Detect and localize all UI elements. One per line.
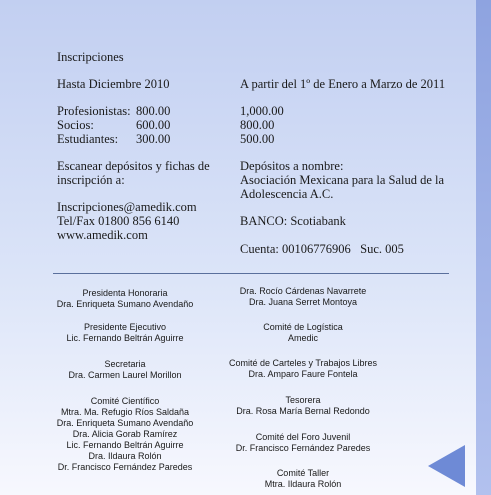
committee-title: Tesorera [285, 395, 321, 405]
committee-member: Dra. Enriqueta Sumano Avendaño [56, 299, 194, 309]
committee-title: Presidente Ejecutivo [83, 322, 167, 332]
previous-page-arrow-icon[interactable] [428, 445, 465, 487]
committee-block [203, 358, 403, 380]
committee-block [203, 286, 403, 308]
committee-member: Dra. Ildaura Rolón [88, 451, 162, 461]
committee-block [25, 322, 225, 344]
bank-account: Cuenta: 00106776906 Suc. 005 [240, 242, 404, 256]
fee-price-period-2: 800.00 [240, 118, 275, 132]
committee-title: Secretaria [104, 359, 146, 369]
scan-instruction-line-2: inscripción a: [57, 173, 125, 187]
committee-member: Lic. Fernando Beltrán Aguirre [66, 333, 184, 343]
fee-price-period-1: 800.00 [136, 104, 171, 118]
bank-name: BANCO: Scotiabank [240, 214, 346, 228]
committee-member: Amedic [287, 333, 318, 343]
section-title: Inscripciones [57, 50, 124, 64]
deposits-label: Depósitos a nombre: [240, 159, 344, 173]
committee-block [25, 288, 225, 310]
committee-member: Mtra. Ildaura Rolón [264, 479, 342, 489]
committee-title: Comité Taller [276, 468, 330, 478]
committee-member: Dra. Enriqueta Sumano Avendaño [56, 418, 194, 428]
fee-price-period-1: 600.00 [136, 118, 171, 132]
committee-member: Dra. Carmen Laurel Morillon [68, 370, 182, 380]
committee-title: Presidenta Honoraria [82, 288, 168, 298]
committee-member: Mtra. Ma. Refugio Ríos Saldaña [60, 407, 190, 417]
committee-title: Comité Científico [90, 396, 160, 406]
committee-member: Dra. Alicia Gorab Ramírez [72, 429, 178, 439]
email-link[interactable]: Inscripciones@amedik.com [57, 200, 197, 214]
committee-title: Comité de Logística [263, 322, 343, 332]
committee-block [203, 395, 403, 417]
committee-block [203, 468, 403, 490]
fee-price-period-1: 300.00 [136, 132, 171, 146]
committee-member: Dra. Rocío Cárdenas Navarrete [239, 286, 367, 296]
committee-member: Dr. Francisco Fernández Paredes [235, 443, 371, 453]
period-1-heading: Hasta Diciembre 2010 [57, 77, 170, 91]
committee-block [25, 359, 225, 381]
section-divider [53, 273, 449, 274]
committee-title: Comité de Carteles y Trabajos Libres [228, 358, 378, 368]
organization-name-line-2: Adolescencia A.C. [240, 187, 334, 201]
committee-member: Dra. Amparo Faure Fontela [248, 369, 358, 379]
committee-member: Dr. Francisco Fernández Paredes [57, 462, 193, 472]
website-link[interactable]: www.amedik.com [57, 228, 148, 242]
committee-member: Dra. Juana Serret Montoya [248, 297, 358, 307]
committee-block [203, 432, 403, 454]
committee-block [25, 396, 225, 473]
fee-label: Profesionistas: [57, 104, 131, 118]
right-edge-strip [476, 0, 491, 495]
fee-label: Estudiantes: [57, 132, 119, 146]
committee-member: Lic. Fernando Beltrán Aguirre [66, 440, 184, 450]
committee-block [203, 322, 403, 344]
scan-instruction-line-1: Escanear depósitos y fichas de [57, 159, 210, 173]
period-2-heading: A partir del 1º de Enero a Marzo de 2011 [240, 77, 446, 91]
committee-member: Dra. Rosa María Bernal Redondo [236, 406, 370, 416]
telfax-number: Tel/Fax 01800 856 6140 [57, 214, 180, 228]
fee-price-period-2: 1,000.00 [240, 104, 284, 118]
organization-name-line-1: Asociación Mexicana para la Salud de la [240, 173, 445, 187]
fee-price-period-2: 500.00 [240, 132, 275, 146]
committee-title: Comité del Foro Juvenil [255, 432, 351, 442]
fee-label: Socios: [57, 118, 94, 132]
